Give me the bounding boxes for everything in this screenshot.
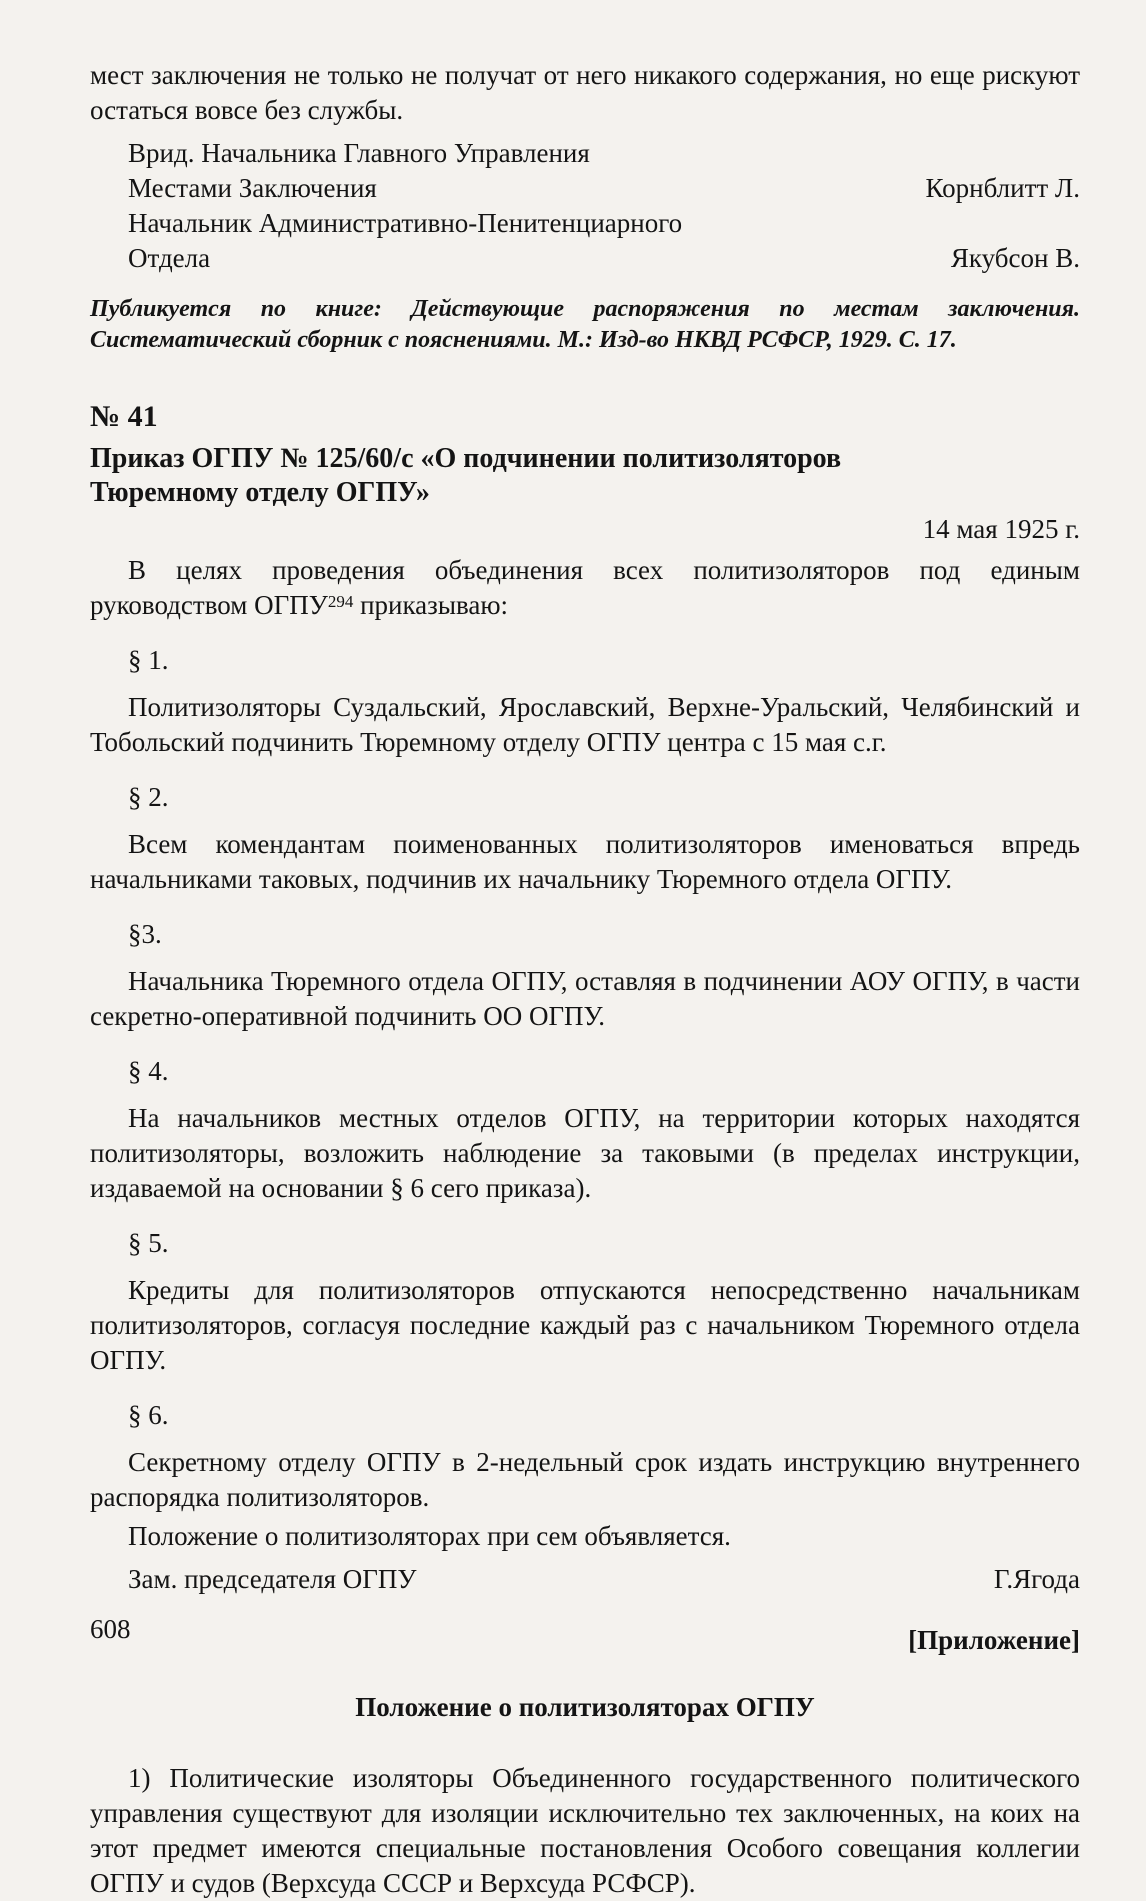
footnote-ref: 294 xyxy=(327,592,354,611)
signature-row xyxy=(128,171,1080,206)
document-title xyxy=(90,442,1080,510)
signature-name: Г.Ягода xyxy=(993,1564,1080,1594)
section-mark: § 5. xyxy=(128,1228,169,1258)
signature-title: Врид. Начальника Главного Управления xyxy=(128,138,590,168)
section-text: Политизоляторы Суздальский, Ярославский, Верхне-Уральский, Челябинский и Тобольский подчинить Тюремному отделу ОГПУ центра с 15 мая с.г. xyxy=(90,692,1080,757)
section-mark: §3. xyxy=(128,919,162,949)
page-number: 608 xyxy=(90,1614,131,1644)
section-text: Секретному отделу ОГПУ в 2-недельный срок издать инструкцию внутреннего распорядка политизоляторов. xyxy=(90,1447,1080,1512)
signature-title: Зам. председателя ОГПУ xyxy=(128,1564,417,1594)
appendix-label: [Приложение] xyxy=(908,1625,1080,1655)
section-mark: § 6. xyxy=(128,1400,169,1430)
preamble-text: В целях проведения объединения всех политизоляторов под единым руководством ОГПУ xyxy=(90,555,1080,620)
section-text: Всем комендантам поименованных политизоляторов именоваться впредь начальниками таковых, подчинив их начальнику Тюремного отдела ОГПУ. xyxy=(90,829,1080,894)
signature-row xyxy=(90,1562,1080,1597)
section-text: Кредиты для политизоляторов отпускаются непосредственно начальникам политизоляторов, согласуя последние каждый раз с начальником Тюремного отдела ОГПУ. xyxy=(90,1275,1080,1375)
section-mark: § 2. xyxy=(128,782,169,812)
document-date: 14 мая 1925 г. xyxy=(922,514,1080,544)
signature-title: Местами Заключения xyxy=(128,173,377,203)
signature-name: Якубсон В. xyxy=(950,243,1080,273)
section-text: На начальников местных отделов ОГПУ, на территории которых находятся политизоляторы, возложить наблюдение за таковыми (в пределах инструкции, издаваемой на основании § 6 сего приказа). xyxy=(90,1103,1080,1203)
section-mark: § 4. xyxy=(128,1056,169,1086)
document-title-line: Тюремному отделу ОГПУ» xyxy=(90,477,430,508)
previous-signatures xyxy=(90,136,1080,276)
signature-row xyxy=(128,136,1080,171)
signature-title: Отдела xyxy=(128,243,211,273)
section-mark: § 1. xyxy=(128,645,169,675)
signature-row xyxy=(128,241,1080,276)
document-title-line: Приказ ОГПУ № 125/60/с «О подчинении политизоляторов xyxy=(90,443,842,474)
preamble xyxy=(90,553,1080,623)
closing-statement: Положение о политизоляторах при сем объявляется. xyxy=(128,1521,731,1551)
preamble-text: приказываю: xyxy=(353,590,509,620)
signature-title: Начальник Административно-Пенитенциарного xyxy=(128,208,683,238)
signature-name: Корнблитт Л. xyxy=(925,173,1080,203)
appendix-title: Положение о политизоляторах ОГПУ xyxy=(355,1692,815,1722)
appendix-paragraph: 1) Политические изоляторы Объединенного государственного политического управления существуют для изоляции исключительно тех заключенных, на коих на этот предмет имеются специальные постановления Особого совещания коллегии ОГПУ и судов (Верхсуда СССР и Верхсуда РСФСР). xyxy=(90,1763,1080,1898)
signature-row xyxy=(128,206,1080,241)
source-note: Публикуется по книге: Действующие распоряжения по местам заключения. Систематический сборник с пояснениями. М.: Изд-во НКВД РСФСР, 1929. С. 17. xyxy=(90,296,1080,353)
document-page xyxy=(90,58,1080,1901)
section-text: Начальника Тюремного отдела ОГПУ, оставляя в подчинении АОУ ОГПУ, в части секретно-оперативной подчинить ОО ОГПУ. xyxy=(90,966,1080,1031)
intro-continuation: мест заключения не только не получат от него никакого содержания, но еще рискуют остаться вовсе без службы. xyxy=(90,60,1080,125)
document-number: № 41 xyxy=(90,400,158,433)
